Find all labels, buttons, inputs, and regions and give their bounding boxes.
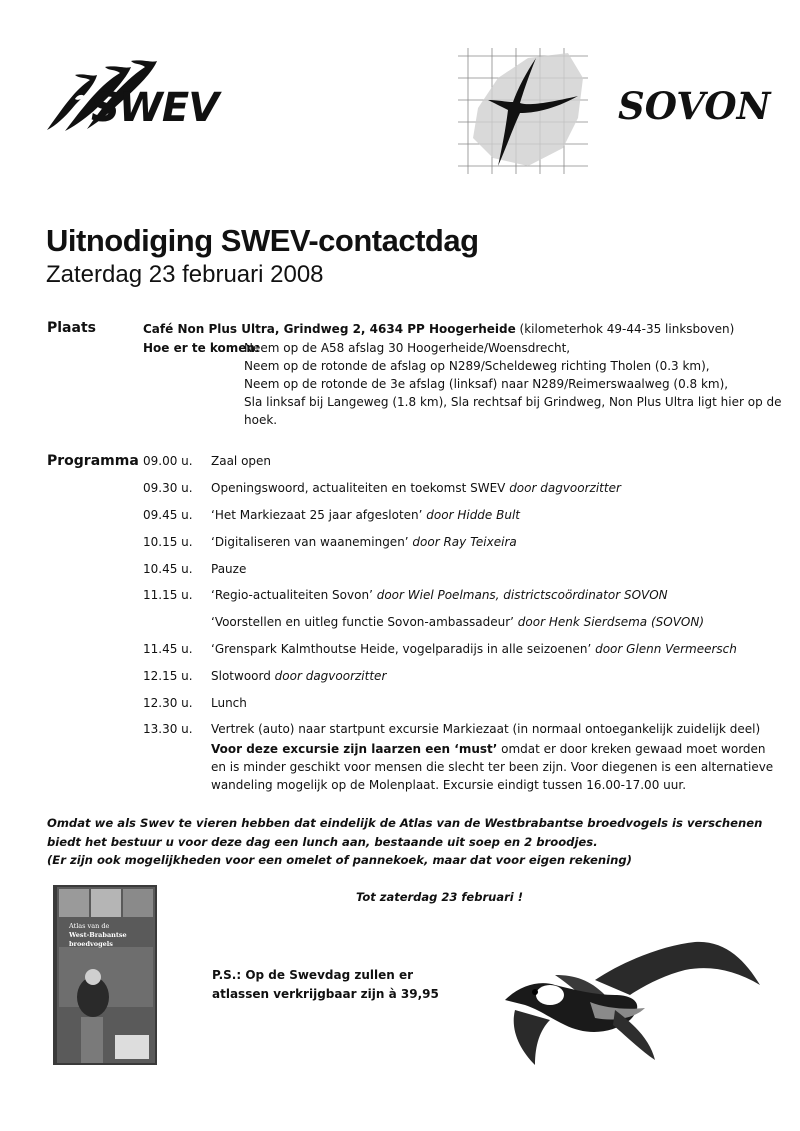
program-text: ‘Grenspark Kalmthoutse Heide, vogelparadijs in alle seizoenen’: [211, 642, 596, 656]
directions-list: [244, 339, 782, 429]
sovon-swift-map-icon: [458, 48, 588, 174]
excursion-line: en is minder geschikt voor mensen die slecht ter been zijn. Voor diegenen is een alternatieve: [211, 760, 774, 774]
program-speaker: door Glenn Vermeersch: [595, 642, 737, 656]
program-speaker: door dagvoorzitter: [509, 481, 621, 495]
direction-line: Neem op de A58 afslag 30 Hoogerheide/Woensdrecht,: [244, 341, 571, 355]
program-text: Openingswoord, actualiteiten en toekomst SWEV: [211, 481, 510, 495]
program-time: 10.45 u.: [143, 562, 193, 576]
excursion-note: [211, 740, 773, 794]
program-text: Pauze: [211, 562, 247, 576]
direction-line: Neem op de rotonde de afslag op N289/Scheldeweg richting Tholen (0.3 km),: [244, 359, 710, 373]
program-text: Zaal open: [211, 454, 272, 468]
ps-line: atlassen verkrijgbaar zijn à 39,95: [212, 987, 439, 1001]
program-time: 09.00 u.: [143, 454, 193, 468]
swev-wordmark: SWEV: [91, 85, 219, 131]
venue-note: (kilometerhok 49-44-35 linksboven): [515, 322, 735, 336]
page-subtitle: Zaterdag 23 februari 2008: [46, 261, 324, 288]
directions-label: Hoe er te komen:: [143, 341, 260, 355]
ps-note: [212, 966, 439, 1004]
flying-goose-image: [495, 940, 760, 1070]
program-time: 13.30 u.: [143, 722, 193, 736]
program-label: Programma: [47, 453, 139, 469]
program-text: ‘Het Markiezaat 25 jaar afgesloten’: [211, 508, 427, 522]
venue-address: , Grindweg 2, 4634 PP Hoogerheide: [274, 322, 516, 336]
program-time: 12.30 u.: [143, 696, 193, 710]
closing-line: biedt het bestuur u voor deze dag een lunch aan, bestaande uit soep en 2 broodjes.: [47, 834, 598, 849]
book-cover-illustration: [53, 885, 157, 1065]
venue-name: Café Non Plus Ultra: [143, 322, 275, 336]
program-text: ‘Regio-actualiteiten Sovon’: [211, 588, 377, 602]
program-text: ‘Digitaliseren van waanemingen’: [211, 535, 413, 549]
page-title: Uitnodiging SWEV-contactdag: [46, 223, 479, 258]
program-time: 11.15 u.: [143, 588, 193, 602]
excursion-line: wandeling mogelijk op de Molenplaat. Excursie eindigt tussen 16.00-17.00 uur.: [211, 778, 687, 792]
program-speaker: door Wiel Poelmans, districtscoördinator SOVON: [376, 588, 668, 602]
program-time: 12.15 u.: [143, 669, 193, 683]
farewell-text: Tot zaterdag 23 februari !: [356, 890, 523, 904]
program-speaker: door dagvoorzitter: [274, 669, 387, 683]
swev-logo: [45, 55, 235, 135]
direction-line: Sla linksaf bij Langeweg (1.8 km), Sla rechtsaf bij Grindweg, Non Plus Ultra ligt hier op de: [244, 395, 782, 409]
program-text: Lunch: [211, 696, 247, 710]
closing-line: (Er zijn ook mogelijkheden voor een omelet of pannekoek, maar dat voor eigen rekening): [47, 853, 632, 867]
book-title: [69, 922, 157, 949]
sovon-wordmark: SOVON: [618, 84, 771, 128]
program-text: Slotwoord: [211, 669, 275, 683]
closing-paragraph: [47, 814, 762, 870]
location-line: [143, 320, 734, 338]
atlas-book-image: [53, 885, 157, 1065]
program-time: 09.45 u.: [143, 508, 193, 522]
book-title-line: West-Brabantse broedvogels: [69, 931, 127, 948]
sovon-logo: [458, 48, 783, 174]
ps-line: P.S.: Op de Swevdag zullen er: [212, 968, 414, 982]
program-text: ‘Voorstellen en uitleg functie Sovon-ambassadeur’: [211, 615, 518, 629]
program-time: 11.45 u.: [143, 642, 193, 656]
direction-line: Neem op de rotonde de 3e afslag (linksaf) naar N289/Reimerswaalweg (0.8 km),: [244, 377, 729, 391]
direction-line: hoek.: [244, 413, 278, 427]
excursion-boots-warning: Voor deze excursie zijn laarzen een ‘must’: [211, 742, 498, 756]
program-speaker: door Ray Teixeira: [412, 535, 517, 549]
program-time: 10.15 u.: [143, 535, 193, 549]
location-label: Plaats: [47, 320, 96, 336]
excursion-text: omdat er door kreken gewaad moet worden: [497, 742, 766, 756]
closing-line: Omdat we als Swev te vieren hebben dat eindelijk de Atlas van de Westbrabantse broedvogels is verschenen: [47, 816, 763, 830]
goose-icon: [495, 940, 760, 1070]
program-time: 09.30 u.: [143, 481, 193, 495]
book-title-line: Atlas van de: [69, 922, 110, 930]
program-speaker: door Hidde Bult: [426, 508, 520, 522]
program-speaker: door Henk Sierdsema (SOVON): [517, 615, 705, 629]
program-text: Vertrek (auto) naar startpunt excursie Markiezaat (in normaal ontoegankelijk zuidelijk deel): [211, 722, 761, 736]
